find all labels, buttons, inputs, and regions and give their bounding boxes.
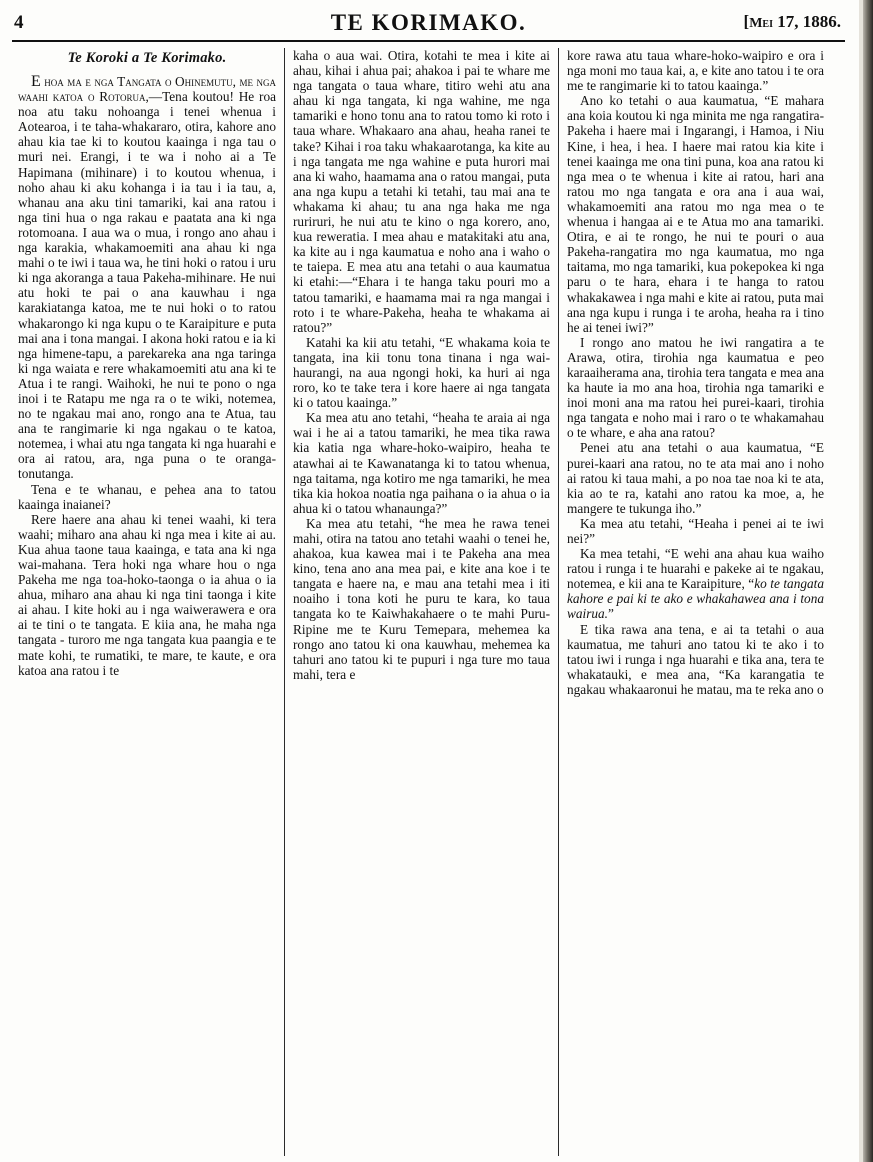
drop-initial: E <box>31 73 41 90</box>
paragraph: Ano ko tetahi o aua kaumatua, “E mahara ana koia koutou ki nga minita me nga rangatira-Pakeha i haere mai i Ingarangi, i Hamoa, i Niu Kine, i hea, i hea. I haere mai ratou kia kite i tenei kaainga me ona tini puna, koa ana ratou ki nga mea o te whenua i kite ai ratou, hari ana ratou mo nga tangata e ora ana i aua wai, whakamoemiti ana ratou mo nga mea o te whenua i hangaa ai e te Atua mo ana tamariki. Otira, e ai te rongo, he nui te pouri o aua Pakeha-rangatira mo nga kaumatua, mo nga taitama, mo nga tamariki, kua pokepokea ki nga paru o te hara, ehara i te hanga to ratou whakakawea i nga mahi e kite ai ratou, puta mai ana nga kupu i runga i te aroha, heaha ra i tino he ai tenei iwi?” <box>567 93 824 335</box>
masthead <box>12 10 845 42</box>
page-number: 4 <box>14 12 24 33</box>
date-month: Mei <box>749 16 773 31</box>
paragraph: Ka mea atu ano tetahi, “heaha te araia ai nga wai i he ai a tatou tamariki, he mea tika rawa kia katia nga whare-hoko-waipiro, heaha te atawhai ai te Kawanatanga ki to tatou whenua, nga taitama, nga kotiro me nga tamariki, he mea tika kia hokoa noatia nga paihana o ia ahua o ia ahua ki o tatou whanaunga?” <box>293 410 550 516</box>
paragraph: Penei atu ana tetahi o aua kaumatua, “E purei-kaari ana ratou, no te ata mai ano i noho ai ratou ki taua mahi, a po noa tae noa ki te ata, kia ao te ra, katahi ano ratou ka moe, a, he mangere te tukunga iho.” <box>567 440 824 516</box>
scan-edge-shadow <box>863 0 873 1162</box>
paragraph: E hoa ma e nga Tangata o Ohinemutu, me nga waahi katoa o Rotorua,—Tena koutou! He roa noa atu taku nohoanga i tenei whenua i Aotearoa, i te taha-whakararo, otira, kahore ano ahau kia tae ki to koutou kaainga i nga tau o muri nei. Erangi, i te wa i noho ai a Te Hapimana (mihinare) i to koutou whenua, i noho ahau ki aku kohanga i ia tau i ia tau, a, whanau ana aku tini tamariki, kai ana ratou i nga tini hua o nga rakau e paatata ana ki nga rotomoana. I aua wa o mua, i rongo ano ahau i nga karakia, whakamoemiti ana ahau ki nga mahi o te iwi i taua wa, he tini hoki o ratou i uru ki nga akoranga a taua Pakeha-mihinare. He nui atu hoki te pai o ana kauwhau i nga karakiatanga katoa, me te nui hoki o to ratou whakarongo ki nga kupu o te Karaipiture e puta mai ana i tona mangai. I akona hoki ratou e ia ki nga himene-tapu, a parekareka ana nga taringa ki nga waiata e rere whakamoemiti atu ana ki te Atua i te rangi. Waihoki, he nui te pono o nga inoi i te Ratapu me nga ra o te wiki, notemea, no te ngakau mai ano, rongo ana te Atua, tau ana te rangimarie ki nga ngakau o te katoa, notemea, i whai atu nga tangata ki nga huarahi e ora ai ratou, ara, nga puna o te oranga-tonutanga. <box>18 73 276 482</box>
paragraph: I rongo ano matou he iwi rangatira a te Arawa, otira, tirohia nga kaumatua e peo karaaiherama ana, tirohia tera tangata e mea ana ka haute ia mo ana hoa, tirohia nga tamariki e inoi moni ana ma ratou hei purei-kaari, tirohia nga tangata e noho mai i raro o te whakamahau o te whare, e aha ana ratou? <box>567 334 824 441</box>
date-rest: 17, 1886. <box>773 12 841 31</box>
paragraph: Katahi ka kii atu tetahi, “E whakama koia te tangata, ina kii tonu tona tinana i nga wai-haurangi, na aua ngongi hoki, ka huri ai nga roro, ko te take tera i kore haere ai nga tangata ki o tatou kaainga.” <box>293 334 550 411</box>
lead-small-caps: hoa ma e nga Tangata o Ohinemutu, me nga waahi katoa o Rotorua, <box>18 74 276 105</box>
issue-date <box>744 12 841 32</box>
paragraph: Ka mea tetahi, “E wehi ana ahau kua waiho ratou i runga i te huarahi e pakeke ai te ngakau, notemea, e kii ana te Karaipiture, “ko te tangata kahore e pai ki te ako e whakahawea ana i tona wairua.” <box>567 546 824 622</box>
article-columns <box>10 48 847 1156</box>
paragraph: E tika rawa ana tena, e ai ta tetahi o aua kaumatua, me tahuri ano tatou ki te ako i to tatou iwi i runga i nga huarahi e tika ana, tera te whakatauki, e mea ana, “Ka karangatia te ngakau whakaaronui he matau, ma te reka ano o <box>567 621 824 697</box>
date-bracket: [ <box>743 12 750 31</box>
paragraph: Tena e te whanau, e pehea ana to tatou kaainga inaianei? <box>18 481 276 512</box>
text-column-1 <box>10 48 284 1156</box>
scripture-quote: ko te tangata kahore e pai ki te ako e whakahawea ana i tona wairua. <box>567 576 824 622</box>
newspaper-title: TE KORIMAKO. <box>330 10 527 35</box>
paragraph: Rere haere ana ahau ki tenei waahi, ki tera waahi; miharo ana ahau ki nga mea i kite ai au. Kua ahua taone taua kaainga, e tata ana ki nga wai-mahana. Tera hoki nga whare hou o nga Pakeha me nga toa-hoko-taonga o ia ahua o ia ahua, miharo ana ahau ki nga tini taonga i kite ai ahau. I kite hoki au i nga waiwerawera e ora ai te tini o te tangata. E kiia ana, he maha nga tangata - turoro me nga tangata kua paangia e te mate kohi, te rumatiki, te mare, te kaute, e ora katoa ana ratou i te <box>18 511 276 678</box>
paragraph: Ka mea atu tetahi, “Heaha i penei ai te iwi nei?” <box>567 515 824 546</box>
text-column-2 <box>284 48 558 1156</box>
paragraph: kore rawa atu taua whare-hoko-waipiro e ora i nga moni mo taua kai, a, e kite ano tatou i te ora me te rangimarie ki to tatou kaainga.” <box>567 48 824 94</box>
text-column-3 <box>558 48 832 1156</box>
article-heading: Te Koroki a Te Korimako. <box>67 50 227 66</box>
paragraph: kaha o aua wai. Otira, kotahi te mea i kite ai ahau, kihai i ahua pai; ahakoa i pai te whare me nga tangata o taua whare, titiro wehi atu ana ahau ki nga tangata, ki nga wahine, me nga tamariki e hono tonu ana to ratou tomo ki roto i taua whare. Whakaaro ana ahau, heaha ranei te take? Kihai i roa taku whakaarotanga, ka kite au i nga tangata me nga wahine e puta hurori mai ana ki waho, haamama ana o ratou mangai, puta ana nga kupu a tetahi ki tetahi, tau mai ana te whakama ki ahau; tu ana nga haka me nga ruriruri, he nui atu te kino o nga korero, ano, kua reweratia. I mea ahau e matakitaki atu ana, ka kite au i nga kaumatua e noho ana i waho o te taiepa. E mea atu ana tetahi o aua kaumatua ki etahi:—“Ehara i te hanga taku pouri mo a tatou tamariki, e haamama mai ra nga mangai i roto i te whare-Pakeha, heaha te whakama ai ratou?” <box>293 48 550 335</box>
paragraph: Ka mea atu tetahi, “he mea he rawa tenei mahi, otira na tatou ano tetahi waahi o tenei he, ahakoa, kua kawea mai i te Pakeha ana mea kino, tena ano ana mea pai, e kite ana koe i te tangata e haere na, e mau ana tetahi mea i iti noaiho i tona koti he puru te kara, ko taua tangata ko te Kaiwhakahaere o te mahi Puru-Ripine me te Kuru Temepara, mehemea ka rongo ano tatou ki ona kauwhau, mehemea ka tahuri ano tatou ki te pupuri i nga ture mo taua mahi, tera e <box>293 515 550 682</box>
